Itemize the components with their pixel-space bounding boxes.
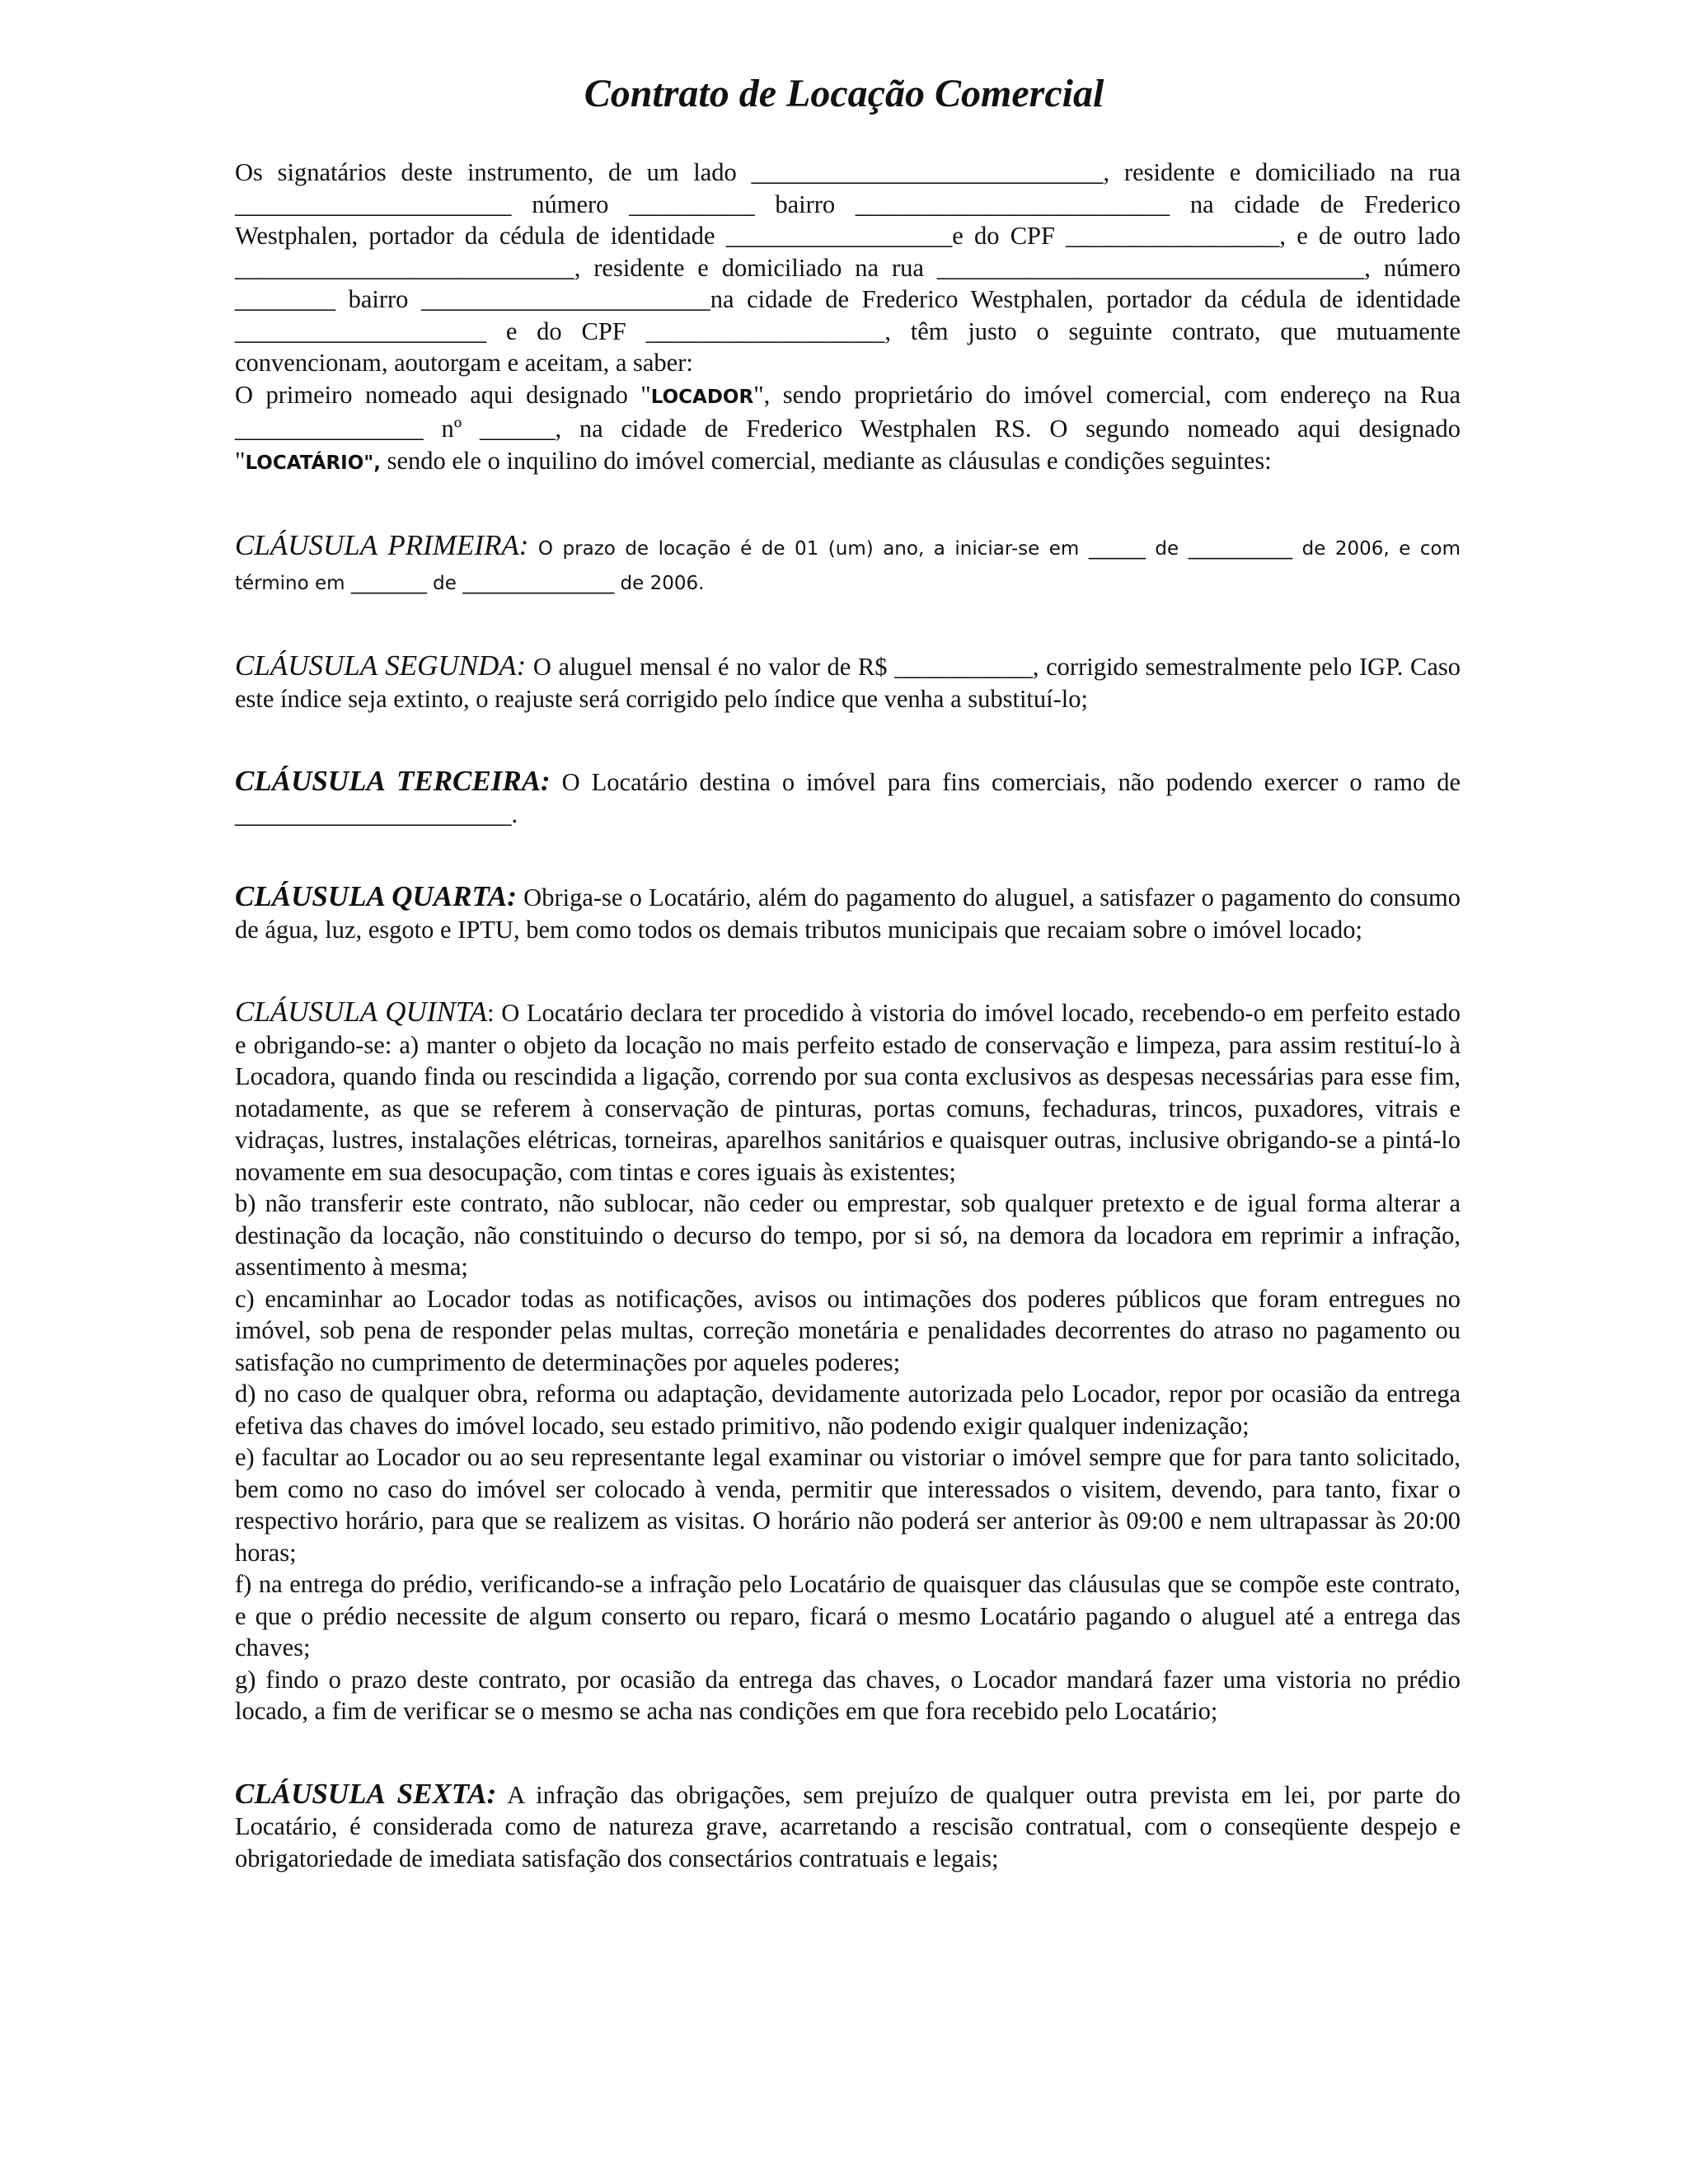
clause-quarta	[235, 881, 1461, 945]
clause-segunda-heading: CLÁUSULA SEGUNDA:	[235, 649, 527, 682]
clause-sexta-text: A infração das obrigações, sem prejuízo de qualquer outra prevista em lei, por parte do Locatário, é considerada como de natureza grave, acarretando a rescisão contratual, com o conseqüente despejo e obrigatoriedade de imediata satisfação dos consectários contratuais e legais;	[235, 1780, 1461, 1872]
clause-terceira	[235, 766, 1461, 830]
parties-paragraph	[235, 379, 1461, 480]
clause-segunda	[235, 650, 1461, 715]
clause-quinta-item-d: d) no caso de qualquer obra, reforma ou adaptação, devidamente autorizada pelo Locador, repor por ocasião da entrega efetiva das chaves do imóvel locado, seu estado primitivo, não podendo exigir qualquer indenização;	[235, 1380, 1461, 1440]
clause-quinta	[235, 996, 1461, 1188]
spacer	[235, 945, 1461, 996]
parties-text-a: O primeiro nomeado aqui designado "	[235, 380, 651, 409]
clause-sexta	[235, 1779, 1461, 1875]
spacer	[235, 830, 1461, 881]
document-body	[235, 157, 1461, 1874]
clause-primeira-text: O prazo de locação é de 01 (um) ano, a iniciar-se em ______ de ___________ de 2006, e com término em ________ de ________________ de 2006.	[235, 538, 1461, 594]
locador-term: LOCADOR	[650, 386, 754, 408]
clause-primeira-heading: CLÁUSULA PRIMEIRA:	[235, 529, 529, 561]
clause-quinta-item-b: b) não transferir este contrato, não sublocar, não ceder ou emprestar, sob qualquer pretexto e de igual forma alterar a destinação da locação, não constituindo o decurso do tempo, por si só, na demora da locadora em reprimir a infração, assentimento à mesma;	[235, 1189, 1461, 1281]
locatario-term: LOCATÁRIO",	[245, 452, 381, 474]
clause-quinta-item-e: e) facultar ao Locador ou ao seu representante legal examinar ou vistoriar o imóvel sempre que for para tanto solicitado, bem como no caso do imóvel ser colocado à venda, permitir que interessados o visitem, devendo, para tanto, fixar o respectivo horário, para que se realizem as visitas. O horário não poderá ser anterior às 09:00 e nem ultrapassar às 20:00 horas;	[235, 1443, 1461, 1567]
clause-quinta-intro: : O Locatário declara ter procedido à vistoria do imóvel locado, recebendo-o em perfeito estado e obrigando-se: a) manter o objeto da locação no mais perfeito estado de conservação e limpeza, para assim restituí-lo à Locadora, quando finda ou rescindida a ligação, correndo por sua conta exclusivos as despesas necessárias para esse fim, notadamente, as que se referem à conservação de pinturas, portas comuns, fechaduras, trincos, puxadores, vitrais e vidraças, lustres, instalações elétricas, torneiras, aparelhos sanitários e quaisquer outras, inclusive obrigando-se a pintá-lo novamente em sua desocupação, com tintas e cores iguais às existentes;	[235, 999, 1461, 1186]
parties-text-b: ", sendo proprietário do imóvel comercial, com endereço na Rua _______________ nº ______, na cidade de Frederico Westphalen RS. O segundo nomeado aqui designado "	[235, 380, 1461, 475]
clause-terceira-text: O Locatário destina o imóvel para fins comerciais, não podendo exercer o ramo de ______________________.	[235, 768, 1461, 828]
clause-sexta-heading: CLÁUSULA SEXTA:	[235, 1777, 497, 1810]
clause-quarta-heading: CLÁUSULA QUARTA:	[235, 880, 517, 912]
clause-terceira-heading: CLÁUSULA TERCEIRA:	[235, 765, 551, 797]
clause-quinta-heading: CLÁUSULA QUINTA	[235, 996, 488, 1028]
clause-quarta-text: Obriga-se o Locatário, além do pagamento do aluguel, a satisfazer o pagamento do consumo de água, luz, esgoto e IPTU, bem como todos os demais tributos municipais que recaiam sobre o imóvel locado;	[235, 883, 1461, 944]
clause-quinta-item-g: g) findo o prazo deste contrato, por ocasião da entrega das chaves, o Locador mandará fazer uma vistoria no prédio locado, a fim de verificar se o mesmo se acha nas condições em que fora recebido pelo Locatário;	[235, 1665, 1461, 1725]
document-title: Contrato de Locação Comercial	[584, 72, 1104, 115]
clause-quinta-item-c: c) encaminhar ao Locador todas as notificações, avisos ou intimações dos poderes públicos que foram entregues no imóvel, sob pena de responder pelas multas, correção monetária e penalidades decorrentes do atraso no pagamento ou satisfação no cumprimento de determinações por aqueles poderes;	[235, 1284, 1461, 1376]
clause-primeira	[235, 530, 1461, 599]
clause-quinta-item-f: f) na entrega do prédio, verificando-se a infração pelo Locatário de quaisquer das cláusulas que se compõe este contrato, e que o prédio necessite de algum conserto ou reparo, ficará o mesmo Locatário pagando o aluguel até a entrega das chaves;	[235, 1570, 1461, 1661]
spacer	[235, 1727, 1461, 1779]
spacer	[235, 599, 1461, 650]
intro-paragraph: Os signatários deste instrumento, de um lado ____________________________, residente e domiciliado na rua ______________________ número __________ bairro _________________________ na cidade de Frederico Westphalen, portador da cédula de identidade __________________e do CPF _________________, e de outro lado ___________________________, residente e domiciliado na rua __________________________________, número ________ bairro _______________________na cidade de Frederico Westphalen, portador da cédula de identidade ____________________ e do CPF ___________________, têm justo o seguinte contrato, que mutuamente convencionam, aoutorgam e aceitam, a saber:	[235, 158, 1461, 377]
parties-text-c: sendo ele o inquilino do imóvel comercial, mediante as cláusulas e condições seguintes:	[380, 446, 1272, 475]
clause-segunda-text: O aluguel mensal é no valor de R$ ___________, corrigido semestralmente pelo IGP. Caso este índice seja extinto, o reajuste será corrigido pelo índice que venha a substituí-lo;	[235, 653, 1461, 713]
spacer	[235, 715, 1461, 766]
spacer	[235, 479, 1461, 530]
